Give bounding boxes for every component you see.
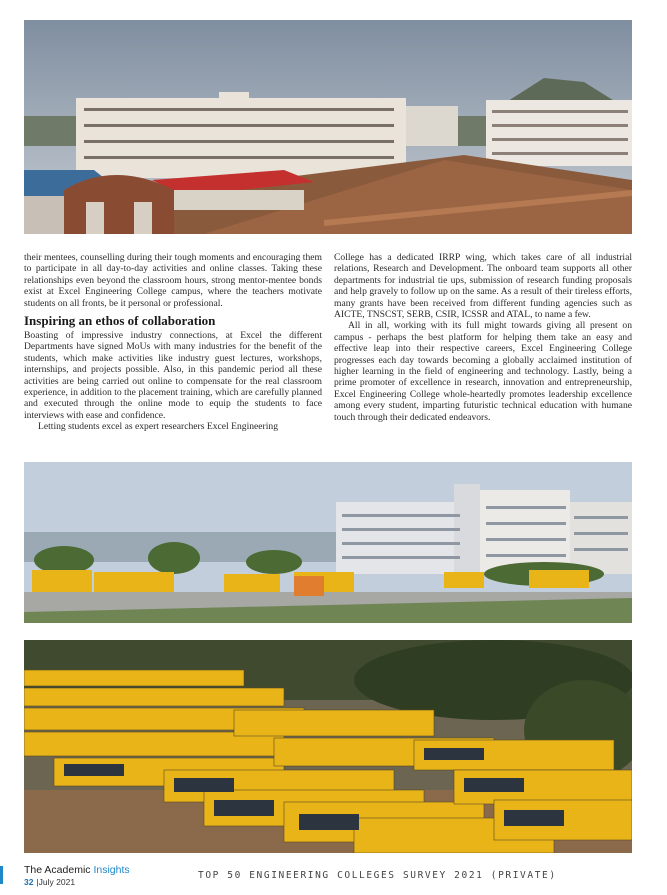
left-paragraph-1: their mentees, counselling during their tough moments and encouraging them to participate in all day-to-day activities and online classes. Taking these relationships even beyond the classroom hours, strong mentor-mentee bonds exist at Excel Engineering College campus, where the teachers motivate students on all fronts, be it personal or professional. [24, 252, 322, 309]
right-paragraph-1: College has a dedicated IRRP wing, which takes care of all industrial relations, Research and Development. The onboard team supports all other departments for industrial tie ups, submission of research funding proposals and help gravely to follow up on the same. As a result of their tireless efforts, many grants have been received from different funding agencies such as AICTE, TNSCST, SERB, CSIR, ICSSR and ATAL, to name a few. [334, 252, 632, 321]
right-paragraph-2: All in all, working with its full might towards giving all present on campus - perhaps the best platform for helping them take an easy and effective leap into their respective careers, Excel Engineering College progresses each day towards becoming a globally acclaimed institution of higher learning in the field of engineering and technology. Lastly, being a prime promoter of excellence in research, innovation and entrepreneurship, Excel Engineering College whole-heartedly promotes leadership excellence among every student, imparting futuristic technical education with humane touch through their dedicated endeavors. [334, 320, 632, 423]
left-paragraph-3: Letting students excel as expert researchers Excel Engineering [38, 421, 279, 433]
campus-aerial-photo [24, 20, 632, 234]
left-paragraph-2: Boasting of impressive industry connections, at Excel the different Departments have signed MoUs with many industries for the benefit of the students, which make activities like industry guest lectures, workshops, internships, and projects possible. Also, in this pandemic period all these activities are being carried out online to compensate for the real classroom experience, in addition to the placement training, which are carefully planned and executed through the online mode to equip the students to face interviews with ease and confidence. [24, 330, 322, 421]
section-heading: Inspiring an ethos of collaboration [24, 313, 216, 329]
page-number: 32 [24, 877, 34, 887]
college-bus-fleet-photo [24, 640, 632, 853]
issue-date: |July 2021 [36, 877, 76, 887]
campus-buildings-photo [24, 462, 632, 623]
brand-name: The Academic [24, 864, 94, 876]
page-footer [0, 862, 667, 895]
article-left-column [24, 252, 322, 433]
brand-highlight: Insights [93, 864, 130, 876]
magazine-brand [24, 864, 130, 876]
article-right-column [334, 252, 632, 423]
survey-title: TOP 50 ENGINEERING COLLEGES SURVEY 2021 (PRIVATE) [198, 870, 557, 881]
issue-info [24, 877, 75, 887]
